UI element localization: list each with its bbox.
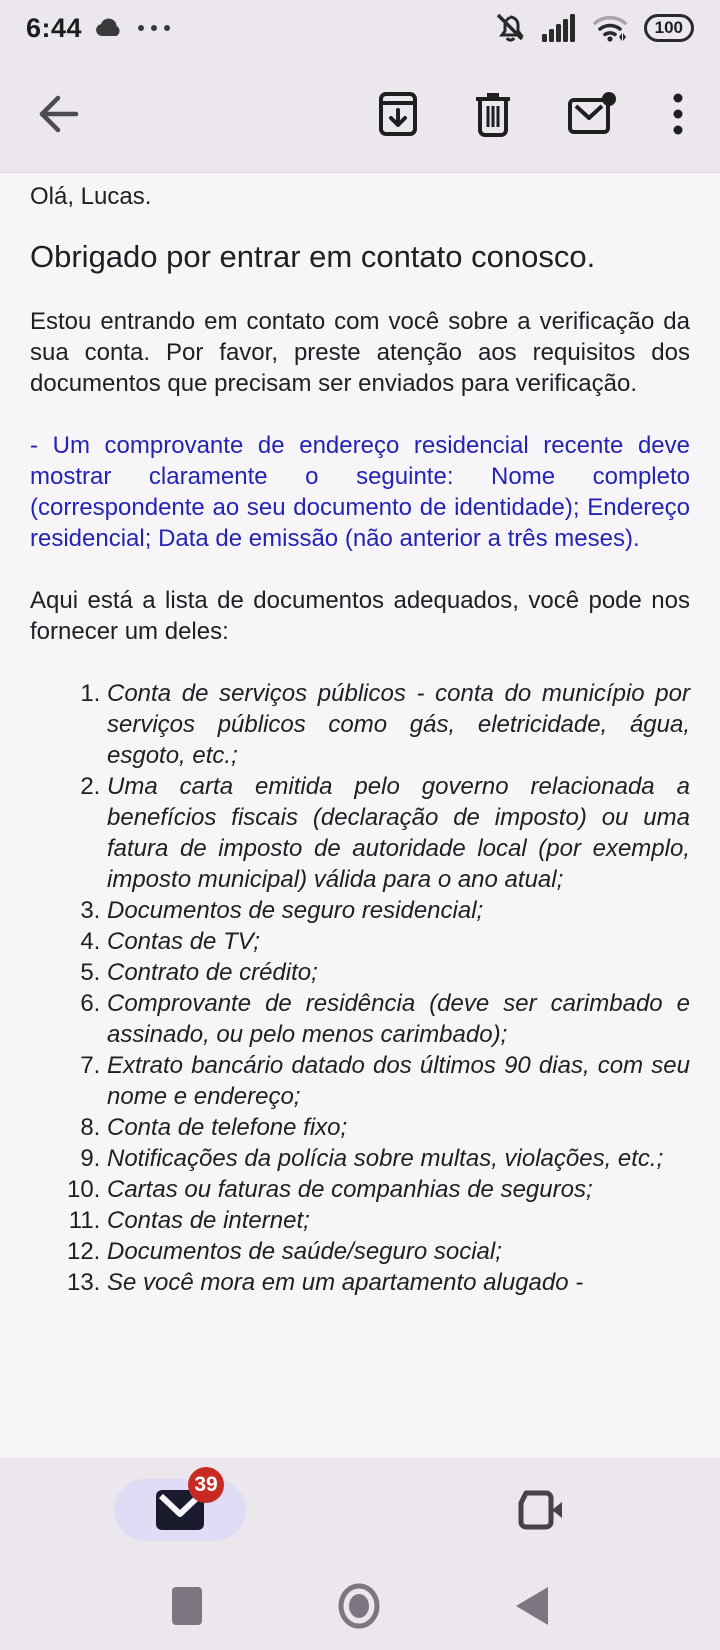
status-left (26, 13, 172, 44)
toolbar-actions (378, 91, 684, 137)
battery-icon: 100 (644, 14, 694, 42)
email-greeting: Olá, Lucas. (30, 183, 152, 210)
android-navigation-bar (0, 1562, 720, 1650)
document-item: 6. Comprovante de residência (deve ser carimbado e assinado, ou pelo menos carimbado); (107, 988, 690, 1050)
document-item: 13. Se você mora em um apartamento alugado - (107, 1267, 690, 1298)
archive-button[interactable] (378, 91, 418, 137)
email-list-intro: Aqui está a lista de documentos adequados, você pode nos fornecer um deles: (30, 587, 690, 645)
mark-unread-button[interactable] (568, 92, 616, 136)
wifi-icon (592, 13, 630, 43)
home-button[interactable] (337, 1582, 381, 1630)
bottom-tab-bar (0, 1458, 720, 1562)
email-heading: Obrigado por entrar em contato conosco. (30, 239, 596, 274)
document-item: 5. Contrato de crédito; (107, 957, 690, 988)
document-item: 10. Cartas ou faturas de companhias de seguros; (107, 1174, 690, 1205)
bell-off-icon (494, 13, 528, 43)
cloud-icon (94, 16, 124, 40)
more-options-button[interactable] (672, 92, 684, 136)
mail-unread-badge: 39 (188, 1467, 224, 1503)
ellipsis-icon (136, 23, 172, 33)
status-bar (0, 0, 720, 56)
document-item: 1. Conta de serviços públicos - conta do município por serviços públicos como gás, eletricidade, água, esgoto, etc.; (107, 678, 690, 771)
document-item: 7. Extrato bancário datado dos últimos 90 dias, com seu nome e endereço; (107, 1050, 690, 1112)
back-nav-button[interactable] (514, 1585, 550, 1627)
document-item: 3. Documentos de seguro residencial; (107, 895, 690, 926)
document-item: 8. Conta de telefone fixo; (107, 1112, 690, 1143)
document-item: 4. Contas de TV; (107, 926, 690, 957)
email-highlighted-paragraph: - Um comprovante de endereço residencial recente deve mostrar claramente o seguinte: Nome completo (correspondente ao seu documento de identidade); Endereço residencial; Data de emissão (não anterior a três meses). (30, 432, 690, 552)
documents-list (30, 678, 690, 1298)
email-toolbar (0, 56, 720, 172)
document-item: 9. Notificações da polícia sobre multas, violações, etc.; (107, 1143, 690, 1174)
status-right (494, 13, 694, 43)
back-button[interactable] (36, 94, 80, 134)
document-item: 12. Documentos de saúde/seguro social; (107, 1236, 690, 1267)
delete-button[interactable] (474, 91, 512, 137)
email-body (0, 172, 720, 1458)
email-intro-paragraph: Estou entrando em contato com você sobre a verificação da sua conta. Por favor, preste atenção aos requisitos dos documentos que precisam ser enviados para verificação. (30, 308, 690, 397)
tab-mail[interactable] (0, 1473, 360, 1541)
document-item: 2. Uma carta emitida pelo governo relacionada a benefícios fiscais (declaração de imposto) ou uma fatura de imposto de autoridade local (por exemplo, imposto municipal) válida para o ano atual; (107, 771, 690, 895)
video-camera-icon (514, 1489, 566, 1531)
signal-icon (542, 14, 578, 42)
overview-button[interactable] (170, 1585, 204, 1627)
mail-tab-pill (114, 1473, 246, 1541)
status-time: 6:44 (26, 12, 83, 43)
tab-meet[interactable] (360, 1489, 720, 1531)
document-item: 11. Contas de internet; (107, 1205, 690, 1236)
